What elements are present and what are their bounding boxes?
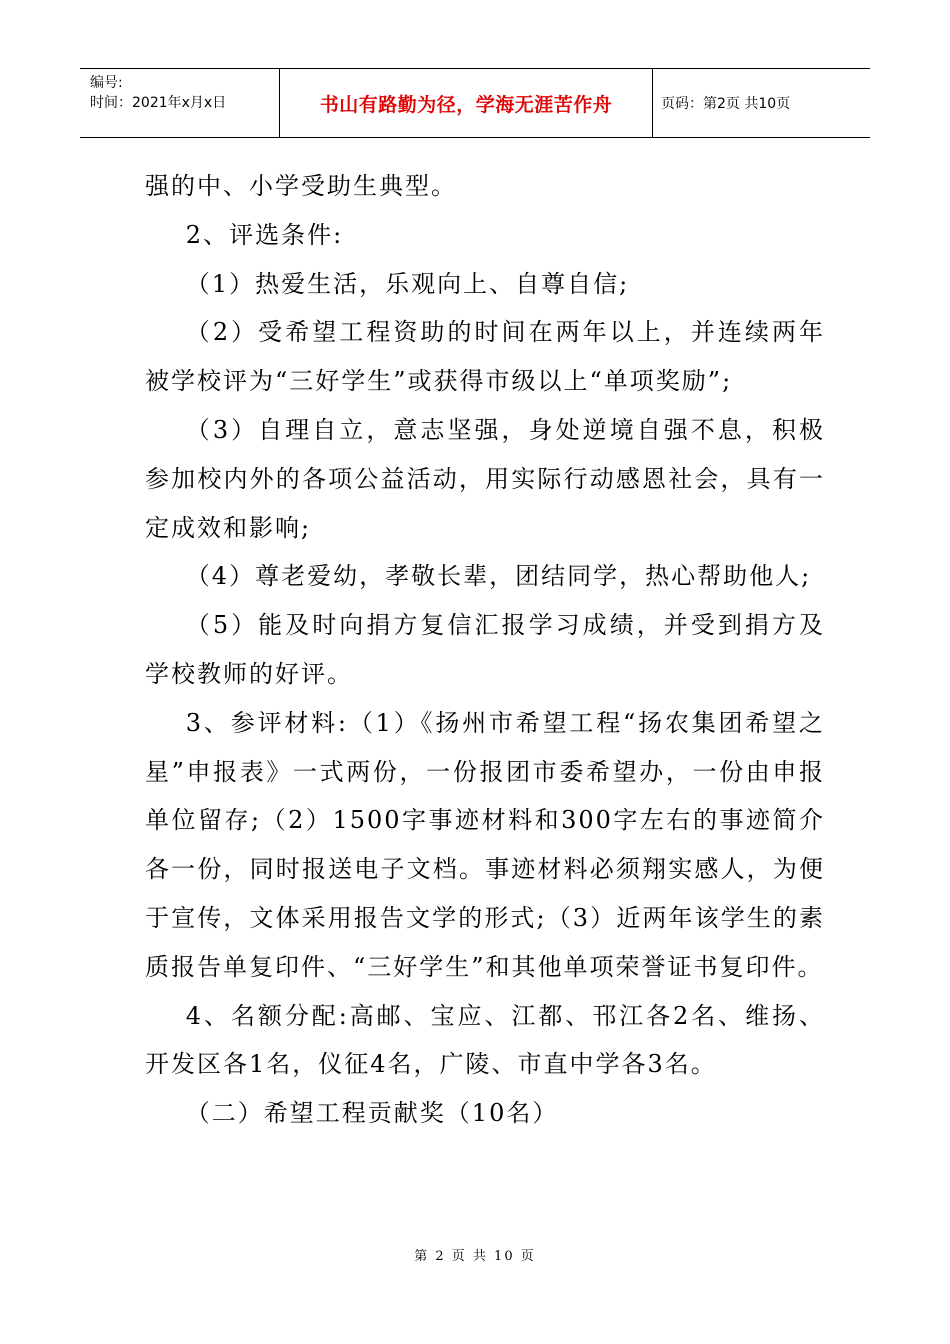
- paragraph-intro: 强的中、小学受助生典型。: [145, 172, 457, 200]
- paragraph-criteria-1: （1）热爱生活，乐观向上、自尊自信;: [185, 269, 630, 298]
- doc-number-label: 编号:: [90, 75, 123, 91]
- page-footer: 第 2 页 共 10 页: [414, 1249, 536, 1264]
- paragraph-criteria-5: （5）能及时向捐方复信汇报学习成绩，并受到捐方及学校教师的好评。: [145, 611, 825, 688]
- header-page-info: 页码：第2页 共10页: [661, 96, 791, 112]
- paragraph-materials: 3、参评材料:（1）《扬州市希望工程“扬农集团希望之星”申报表》一式两份，一份报团市委希望办，一份由申报单位留存;（2）1500字事迹材料和300字左右的事迹简介各一份，同时报送电子文档。事迹材料必须翔实感人，为便于宣传，文体采用报告文学的形式;（3）近两年该学生的素质报告单复印件、“三好学生”和其他单项荣誉证书复印件。: [145, 708, 825, 981]
- paragraph-criteria-3: （3）自理自立，意志坚强，身处逆境自强不息，积极参加校内外的各项公益活动，用实际行动感恩社会，具有一定成效和影响;: [145, 415, 825, 542]
- paragraph-criteria-heading: 2、评选条件:: [185, 220, 344, 249]
- page-header: [80, 68, 870, 138]
- paragraph-criteria-4: （4）尊老爱幼，孝敬长辈，团结同学，热心帮助他人;: [185, 562, 812, 591]
- paragraph-quota: 4、名额分配:高邮、宝应、江都、邗江各2名、维扬、开发区各1名，仪征4名，广陵、市直中学各3名。: [145, 1001, 825, 1079]
- section-heading-contribution-award: （二）希望工程贡献奖（10名）: [185, 1099, 559, 1128]
- paragraph-criteria-2: （2）受希望工程资助的时间在两年以上，并连续两年被学校评为“三好学生”或获得市级以上“单项奖励”;: [145, 318, 825, 396]
- doc-date: 时间：2021年x月x日: [90, 95, 227, 111]
- document-body: [145, 162, 825, 1138]
- header-meta: [80, 69, 280, 137]
- header-motto: 书山有路勤为径，学海无涯苦作舟: [280, 69, 653, 137]
